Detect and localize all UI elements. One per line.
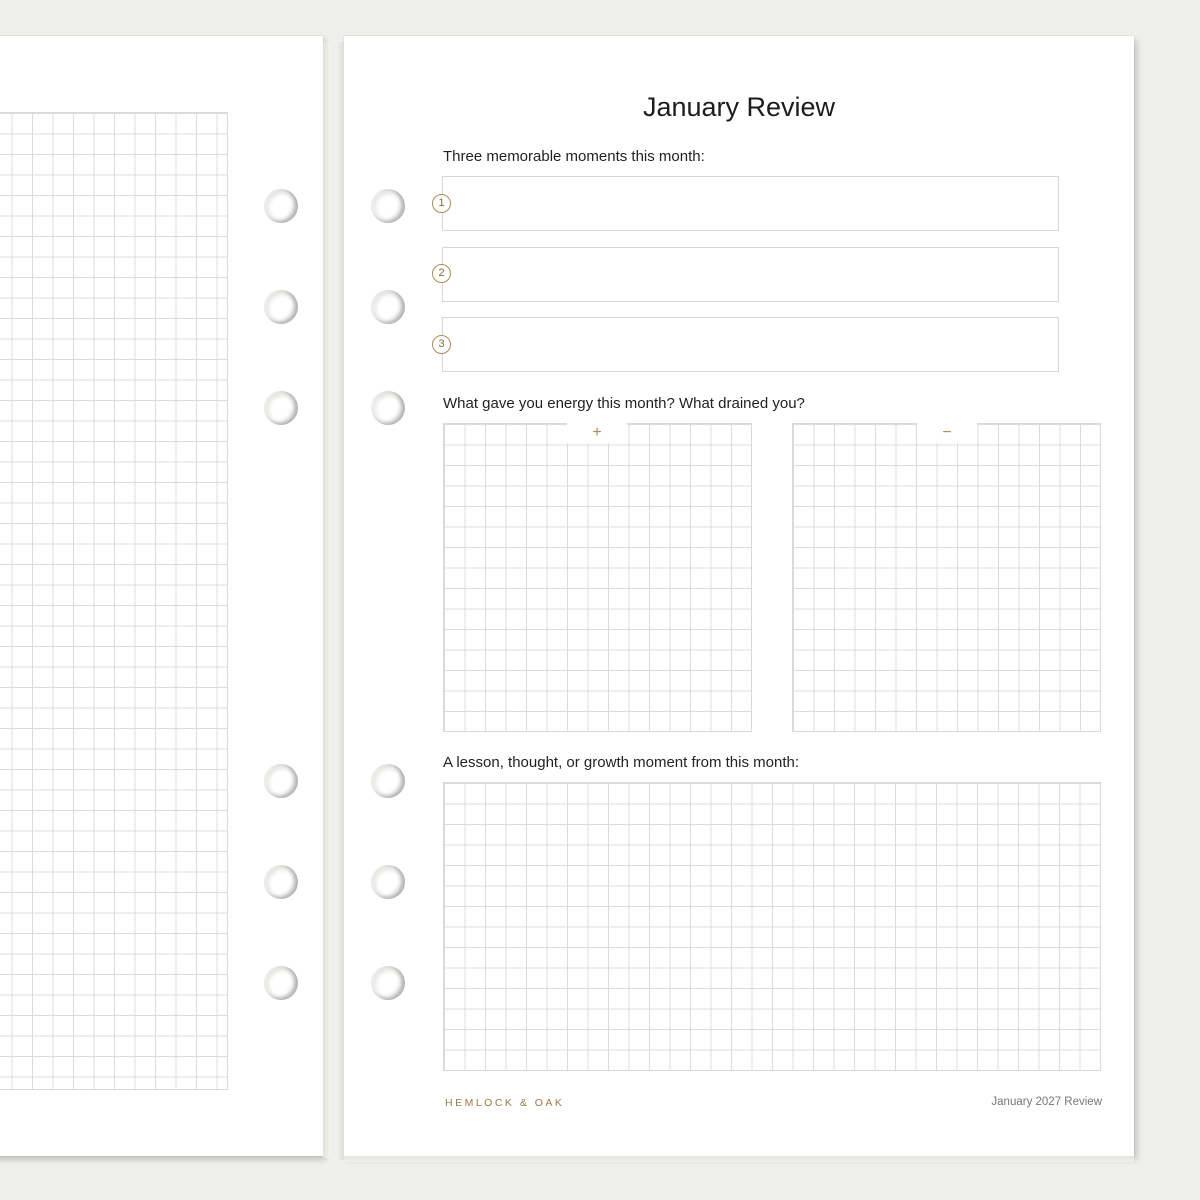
minus-icon: −	[917, 423, 977, 443]
ring-hole	[371, 189, 405, 223]
ring-hole	[264, 391, 298, 425]
ring-hole	[371, 865, 405, 899]
left-page	[0, 36, 323, 1156]
moment-number-2: 2	[432, 264, 451, 283]
energy-prompt: What gave you energy this month? What drained you?	[443, 395, 805, 412]
ring-hole	[264, 189, 298, 223]
ring-hole	[264, 966, 298, 1000]
ring-hole	[264, 290, 298, 324]
plus-icon: +	[567, 423, 627, 443]
energy-gained-grid[interactable]	[443, 423, 752, 732]
page-title: January Review	[642, 92, 836, 122]
ring-hole	[264, 865, 298, 899]
lesson-prompt: A lesson, thought, or growth moment from this month:	[443, 754, 800, 771]
ring-hole	[371, 764, 405, 798]
moment-number-3: 3	[432, 335, 451, 354]
moment-field-3[interactable]	[442, 317, 1059, 372]
page-footer: January 2027 Review	[991, 1096, 1102, 1108]
moments-prompt: Three memorable moments this month:	[443, 148, 705, 165]
lesson-grid[interactable]	[443, 782, 1101, 1071]
moment-field-1[interactable]	[442, 176, 1059, 231]
ring-hole	[264, 764, 298, 798]
energy-drained-grid[interactable]	[792, 423, 1101, 732]
brand-logo: HEMLOCK & OAK	[445, 1097, 565, 1109]
moment-field-2[interactable]	[442, 247, 1059, 302]
ring-hole	[371, 966, 405, 1000]
ring-hole	[371, 391, 405, 425]
moment-number-1: 1	[432, 194, 451, 213]
ring-hole	[371, 290, 405, 324]
review-page	[344, 36, 1134, 1156]
left-grid-area	[0, 112, 228, 1090]
